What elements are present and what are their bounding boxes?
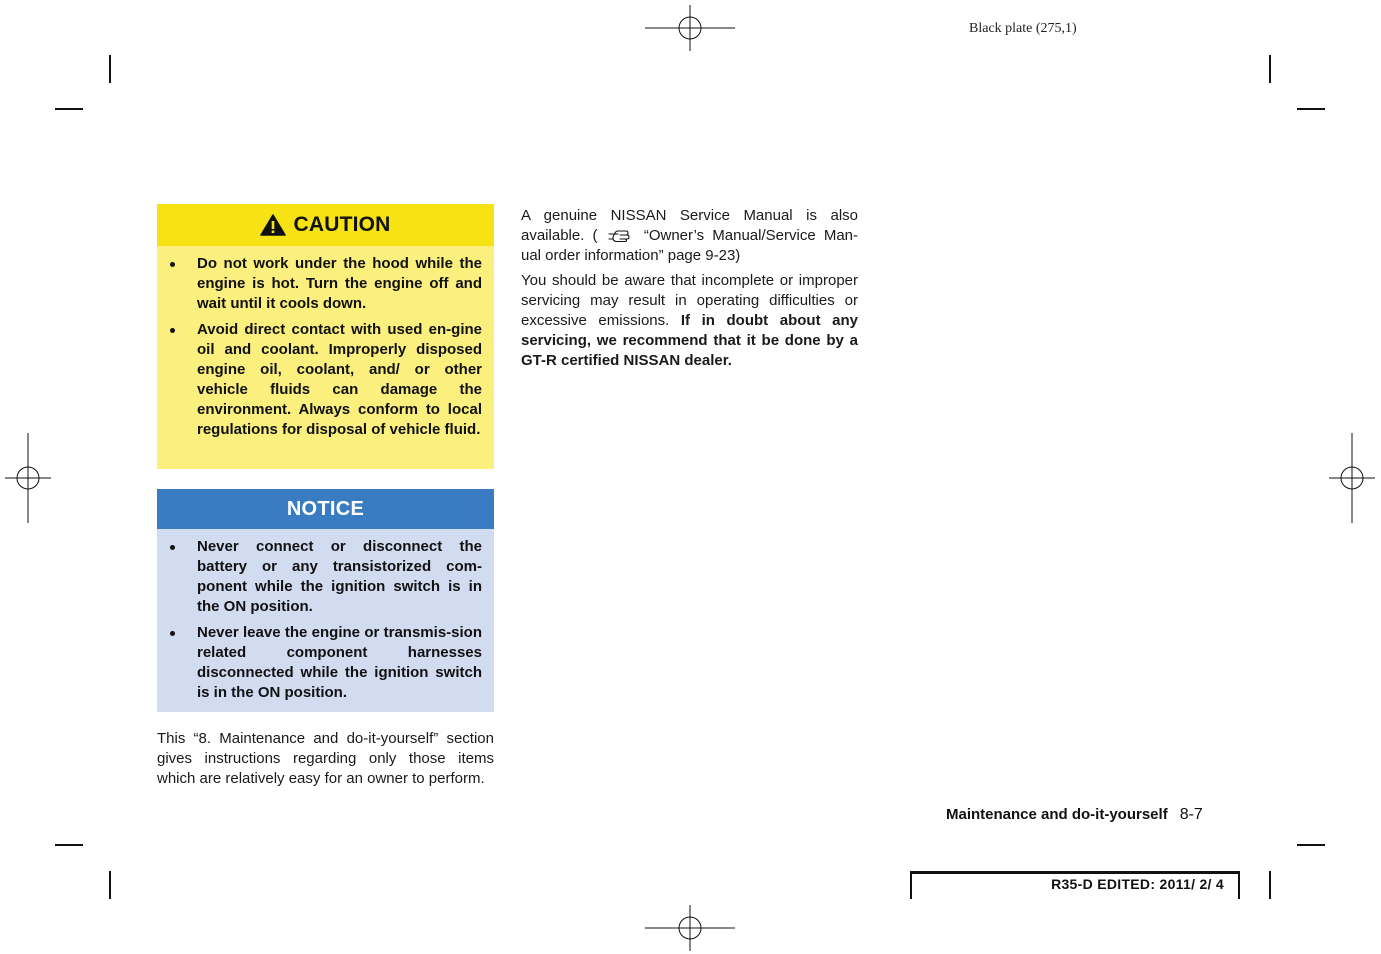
caution-box bbox=[157, 204, 494, 469]
service-manual-reference: “Owner’s Manual/Service Man-ual order information” page 9-23) bbox=[521, 227, 858, 264]
service-manual-text: A genuine NISSAN Service Manual is also available. ( bbox=[521, 207, 858, 244]
crop-mark bbox=[55, 108, 83, 110]
registration-mark-left bbox=[5, 433, 51, 523]
caution-item: Do not work under the hood while the engine is hot. Turn the engine off and wait until it cools down. bbox=[197, 255, 482, 312]
notice-list bbox=[157, 529, 494, 703]
pointing-hand-reference-icon bbox=[608, 228, 634, 242]
crop-mark bbox=[1297, 844, 1325, 846]
notice-box bbox=[157, 489, 494, 712]
service-manual-paragraph bbox=[521, 206, 858, 266]
edited-label: R35-D EDITED: 2011/ 2/ 4 bbox=[1051, 876, 1224, 892]
plate-label: Black plate (275,1) bbox=[969, 21, 1077, 36]
servicing-text: You should be aware that incomplete or improper servicing may result in operating difficulties or excessive emissions. bbox=[521, 272, 858, 329]
warning-triangle-icon bbox=[260, 214, 286, 236]
notice-title: NOTICE bbox=[286, 497, 365, 520]
edited-stamp bbox=[910, 871, 1240, 899]
crop-mark bbox=[1269, 55, 1271, 83]
notice-header bbox=[157, 489, 494, 529]
crop-mark bbox=[1269, 871, 1271, 899]
crop-mark bbox=[109, 871, 111, 899]
page-number: 8-7 bbox=[1179, 806, 1203, 823]
registration-mark-bottom bbox=[645, 905, 735, 951]
caution-title: CAUTION bbox=[293, 213, 391, 236]
registration-mark-right bbox=[1329, 433, 1375, 523]
crop-mark bbox=[1297, 108, 1325, 110]
notice-item: Never connect or disconnect the battery or any transistorized com-ponent while the ignition switch is in the ON position. bbox=[197, 538, 482, 615]
caution-header bbox=[157, 204, 494, 246]
intro-paragraph: This “8. Maintenance and do-it-yourself” section gives instructions regarding only those items which are relatively easy for an owner to perform. bbox=[157, 730, 494, 787]
footer-section-title: Maintenance and do-it-yourself bbox=[946, 806, 1168, 823]
caution-item: Avoid direct contact with used en-gine oil and coolant. Improperly disposed engine oil, coolant, and/ or other vehicle fluids can damage the environment. Always conform to local regulations for disposal of vehicle fluid. bbox=[197, 321, 482, 438]
notice-item: Never leave the engine or transmis-sion related component harnesses disconnected while the ignition switch is in the ON position. bbox=[197, 624, 482, 701]
crop-mark bbox=[55, 844, 83, 846]
crop-mark bbox=[109, 55, 111, 83]
servicing-paragraph bbox=[521, 271, 858, 371]
registration-mark-top bbox=[645, 5, 735, 51]
page-footer bbox=[946, 806, 1203, 824]
caution-list bbox=[157, 246, 494, 440]
servicing-recommendation: If in doubt about any servicing, we recommend that it be done by a GT-R certified NISSAN dealer. bbox=[521, 312, 858, 369]
